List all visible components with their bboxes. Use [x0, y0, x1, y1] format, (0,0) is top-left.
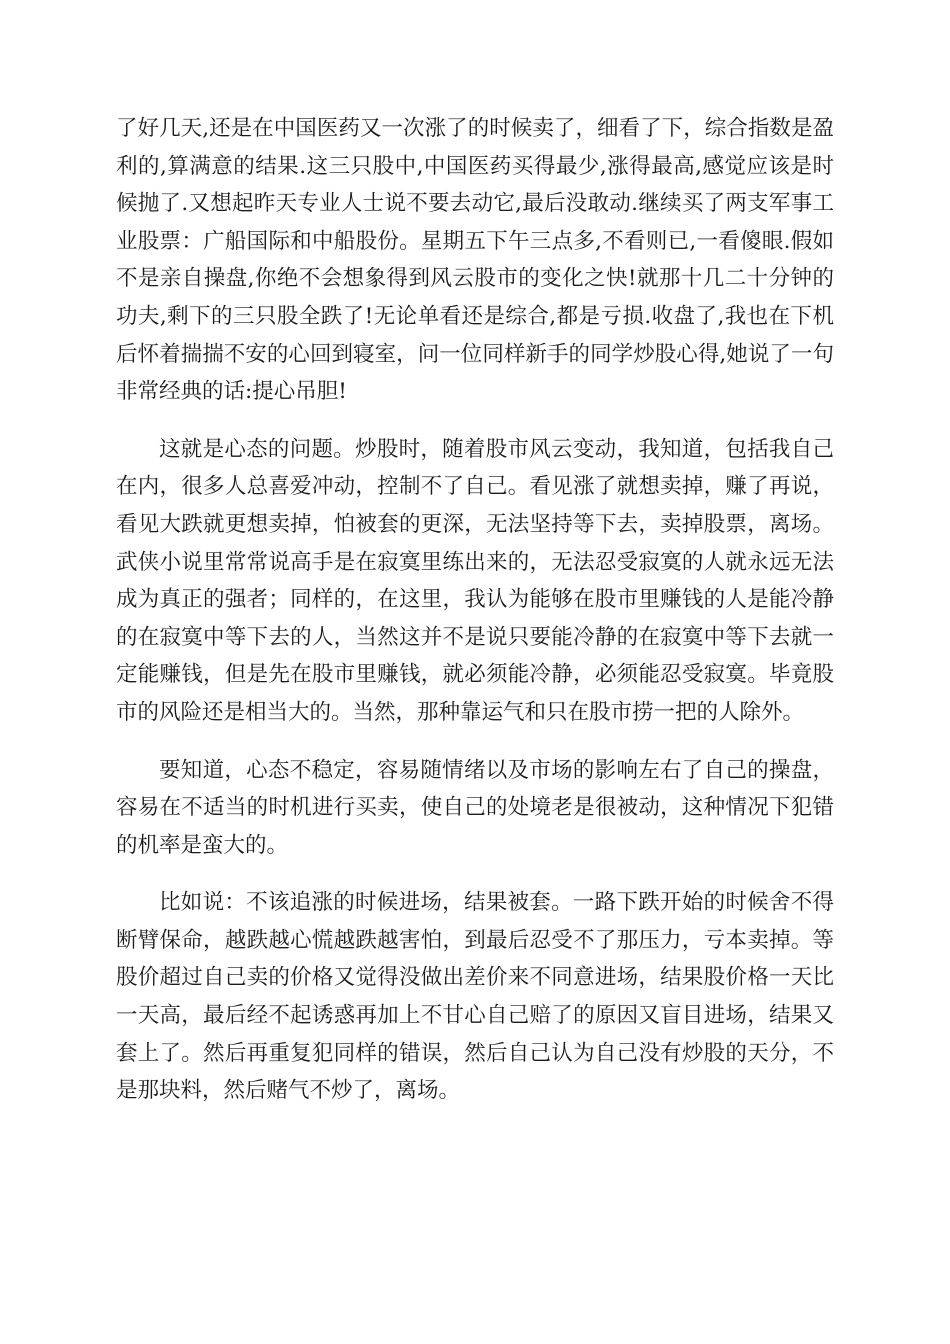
- paragraph-1: 了好几天,还是在中国医药又一次涨了的时候卖了，细看了下，综合指数是盈利的,算满意的结果.这三只股中,中国医药买得最少,涨得最高,感觉应该是时候抛了.又想起昨天专业人士说不要去动它,最后没敢动.继续买了两支军事工业股票：广船国际和中船股份。星期五下午三点多,不看则已,一看傻眼.假如不是亲自操盘,你绝不会想象得到风云股市的变化之快!就那十几二十分钟的功夫,剩下的三只股全跌了!无论单看还是综合,都是亏损.收盘了,我也在下机后怀着揣揣不安的心回到寝室，问一位同样新手的同学炒股心得,她说了一句非常经典的话:提心吊胆!: [116, 116, 834, 405]
- document-body: [116, 110, 834, 1130]
- paragraph-4: 比如说：不该追涨的时候进场，结果被套。一路下跌开始的时候舍不得断臂保命，越跌越心慌越跌越害怕，到最后忍受不了那压力，亏本卖掉。等股价超过自己卖的价格又觉得没做出差价来不同意进场，结果股价格一天比一天高，最后经不起诱惑再加上不甘心自己赔了的原因又盲目进场，结果又套上了。然后再重复犯同样的错误，然后自己认为自己没有炒股的天分，不是那块料，然后赌气不炒了，离场。: [116, 890, 834, 1104]
- paragraph-2: 这就是心态的问题。炒股时，随着股市风云变动，我知道，包括我自己在内，很多人总喜爱冲动，控制不了自己。看见涨了就想卖掉，赚了再说，看见大跌就更想卖掉，怕被套的更深，无法坚持等下去，卖掉股票，离场。武侠小说里常常说高手是在寂寞里练出来的，无法忍受寂寞的人就永远无法成为真正的强者；同样的，在这里，我认为能够在股市里赚钱的人是能冷静的在寂寞中等下去的人，当然这并不是说只要能冷静的在寂寞中等下去就一定能赚钱，但是先在股市里赚钱，就必须能冷静，必须能忍受寂寞。毕竟股市的风险还是相当大的。当然，那种靠运气和只在股市捞一把的人除外。: [116, 436, 834, 725]
- paragraph-3: 要知道，心态不稳定，容易随情绪以及市场的影响左右了自己的操盘，容易在不适当的时机进行买卖，使自己的处境老是很被动，这种情况下犯错的机率是蛮大的。: [116, 757, 834, 858]
